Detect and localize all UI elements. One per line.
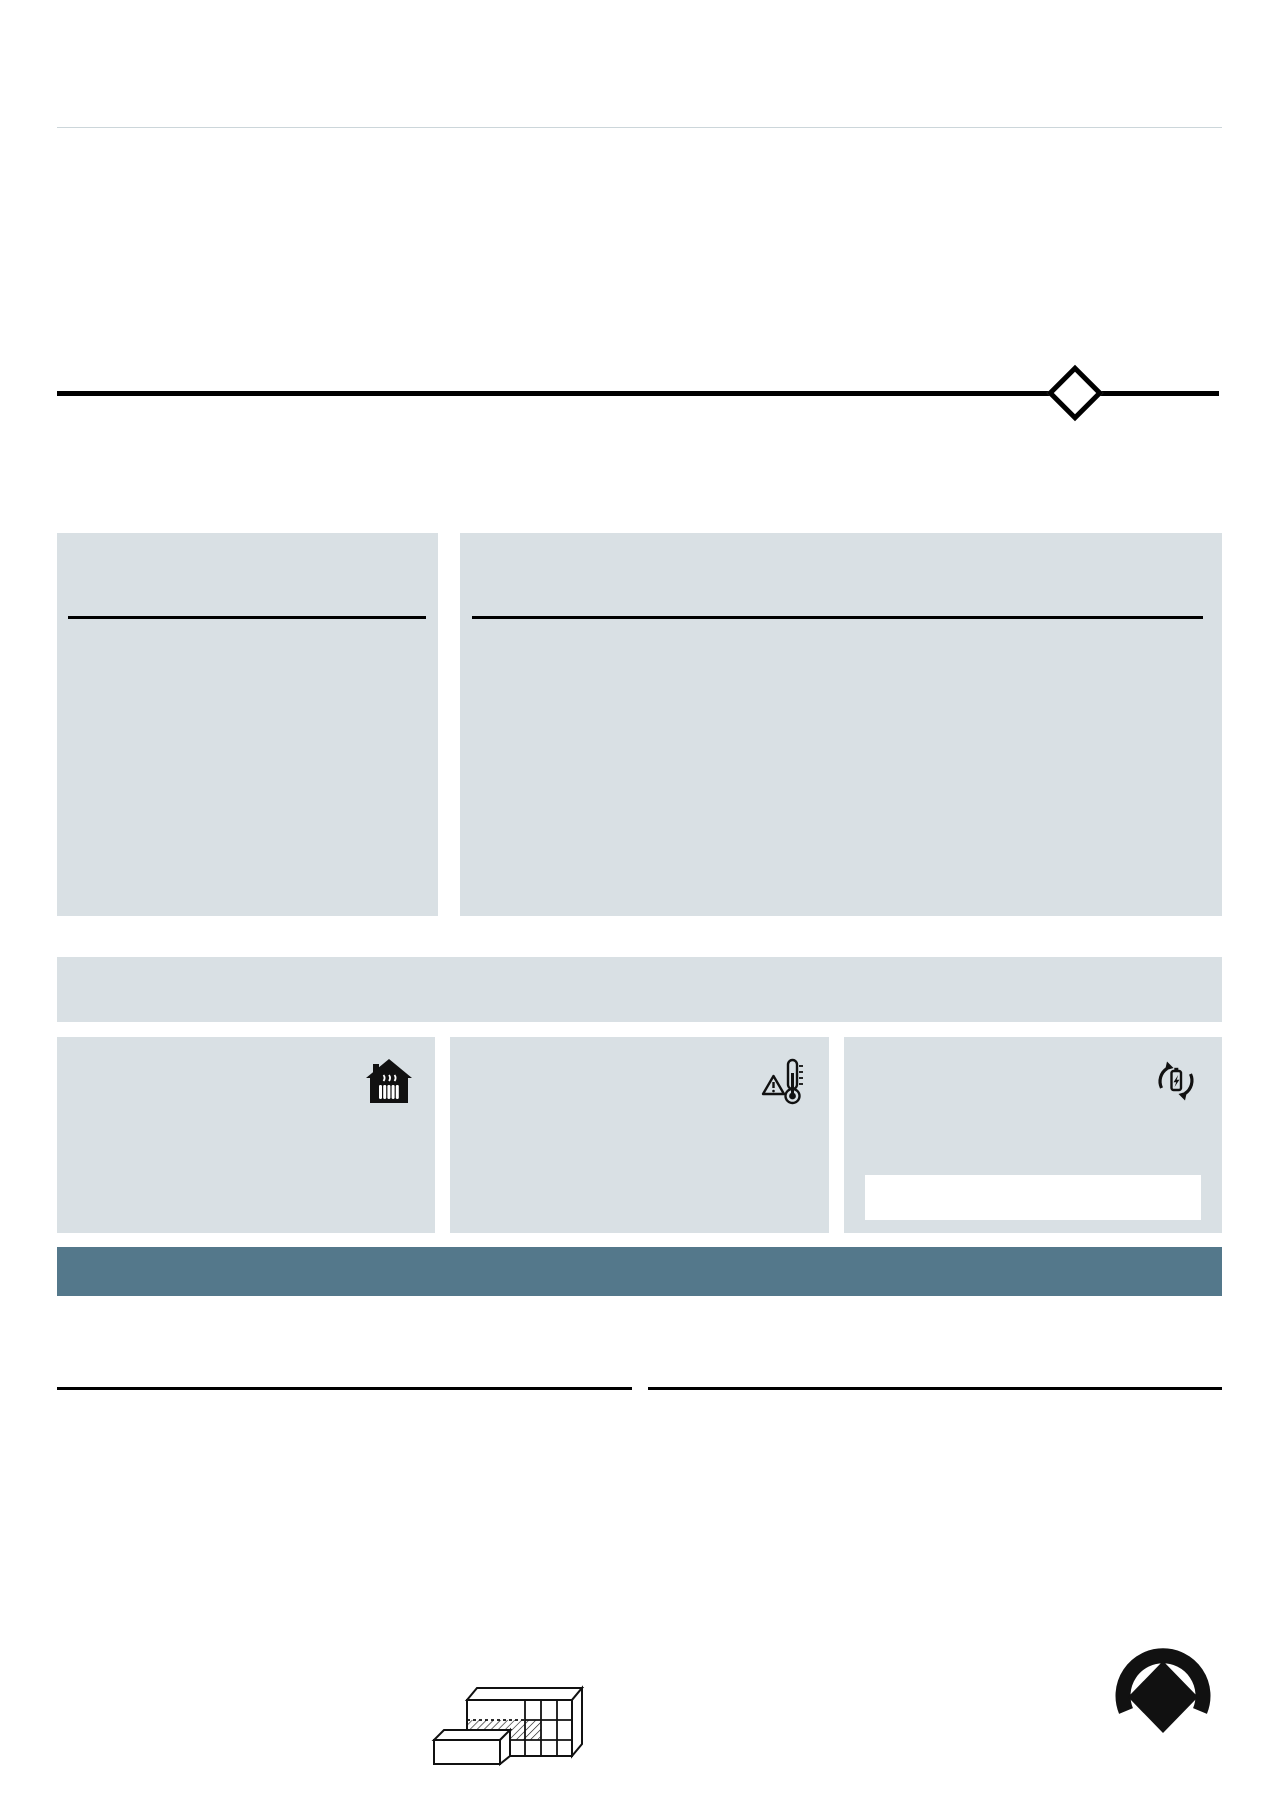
isolatie-panel (57, 533, 438, 916)
epbd-logo (1106, 1631, 1221, 1761)
energy-grade (686, 150, 690, 152)
hernieuwbare-energie-box (844, 1037, 1222, 1233)
renewable-share-value (865, 1175, 1201, 1220)
section-divider (57, 1387, 632, 1390)
thermometer-warning-icon (759, 1057, 807, 1105)
risico-level-indicator (471, 1175, 808, 1220)
header-fields (57, 60, 1222, 122)
opnamedetails-section (648, 1348, 1222, 1793)
woningtype-diagram (422, 1678, 587, 1775)
house-heating-icon (365, 1057, 413, 1105)
risico-binnentemperatuur-box (450, 1037, 829, 1233)
energy-scale (58, 396, 1219, 517)
renewable-energy-icon (1152, 1057, 1200, 1105)
warmtebehoefte-level-indicator (78, 1175, 414, 1220)
over-deze-woning-section (57, 1348, 632, 1793)
gas-notice (57, 957, 1222, 1022)
header-divider (57, 127, 1222, 128)
panel-divider (472, 616, 1203, 619)
footnote-bar (57, 1247, 1222, 1296)
section-divider (648, 1387, 1222, 1390)
installaties-panel (460, 533, 1222, 916)
panel-divider (68, 616, 426, 619)
warmtebehoefte-box (57, 1037, 435, 1233)
